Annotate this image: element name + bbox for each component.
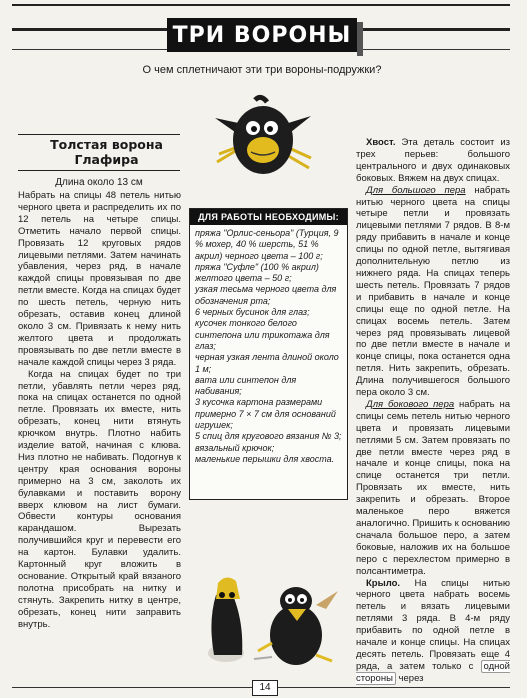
- page-title: ТРИ ВОРОНЫ: [172, 22, 352, 48]
- title-box: [167, 18, 357, 52]
- wing-text-end: через: [398, 672, 424, 684]
- materials-item: пряжа "Суфле" (100 % акрил) желтого цвета – 50 г;: [195, 261, 319, 284]
- crow-illustration-top: [205, 92, 325, 187]
- section-rule-bottom: [18, 170, 180, 171]
- right-column: [356, 137, 510, 685]
- materials-item: 5 спиц для кругового вязания № 3;: [195, 431, 342, 442]
- side-feather-text: набрать на спицы семь петель нитью черного цвета и провязать лицевыми петлями 5 см. Затем провязать по две петли вместе через ряд в начале и конце спицы, пока на спице останется три петли. Провязать их вместе, нить закрепить и обрезать. Второе маленькое перо вяжется аналогично. Пришить к основанию сначала большое перо, а затем боковые, наложив их на большое перо с перехлестом примерно в полсантиметра.: [356, 398, 510, 577]
- materials-list: [190, 225, 347, 465]
- materials-item: маленькие перышки для хвоста.: [195, 453, 335, 464]
- tail-label: Хвост.: [366, 137, 396, 148]
- left-paragraph-1: Набрать на спицы 48 петель нитью черного цвета и распределить их по 12 петель на четыре спицы. Отметить начало первой спицы. Провязать 12 круговых рядов лицевыми петлями. Затем начинать убавления, через ряд, в начале каждой спицы провязывая по две петли вместе. Когда на спицах будет по шесть петель, черную нить обрезать, оставив конец длиной около 3 см. Привязать к нему нить желтого цвета и продолжать провязывать по две петли вместе в начале каждой спицы через 3 ряда.: [18, 190, 181, 368]
- wing-text: На спицы нитью черного цвета набрать восемь петель и вязать лицевыми петлями 3 ряда. В 4-м ряду прибавить по одной петле в начале и конце спицы. На спицах десять петель. Провязать еще 4 ряда, а затем только с: [356, 577, 511, 672]
- tail-text: Эта деталь состоит из трех перьев: большого центрального и двух одинаковых боковых. Вяжем на двух спицах.: [356, 137, 511, 184]
- wing-highlight: одной стороны: [356, 660, 510, 684]
- left-paragraph-2: Когда на спицах будет по три петли, убавлять петли через ряд, пока на спицах останется по одной петле. Провязать их вместе, нить обрезать, конец нити втянуть крючком внутрь. Плотно набить изделие ватой, начиная с клюва. Низ плотно не набивать. Подогнув к центру края основания вороны примерно на 3 см, заколоть их булавками и поставить ворону вверх клювом на лист бумаги. Обвести контуры основания карандашом. Вырезать получившийся круг и перевести его на картон. Булавки удалить. Картонный круг вложить в основание. Открытый край вязаного полотна присобрать на нитку и стянуть. Закрепить нитку в центре, обрезать, конец нити заправить внутрь.: [18, 368, 181, 630]
- size-note: Длина около 13 см: [55, 177, 143, 188]
- big-feather-label: Для большого пера: [366, 184, 466, 196]
- section-title-line2: Глафира: [74, 152, 139, 167]
- section-rule-top: [18, 134, 180, 135]
- left-column: [18, 190, 181, 631]
- crows-photo-bottom: [196, 565, 346, 675]
- materials-item: черная узкая лента длиной около 1 м;: [195, 352, 339, 374]
- header-rule: [12, 4, 510, 6]
- materials-box: [189, 208, 348, 500]
- materials-item: узкая тесьма черного цвета для обозначения рта;: [195, 284, 337, 306]
- wing-label: Крыло.: [366, 577, 401, 589]
- section-title: [34, 137, 179, 167]
- section-title-line1: Толстая ворона: [50, 137, 163, 152]
- materials-item: кусочек тонкого белого синтепона или трикотажа для глаз;: [195, 318, 330, 351]
- materials-item: вязальный крючок;: [195, 442, 275, 453]
- materials-item: 6 черных бусинок для глаз;: [195, 307, 310, 318]
- materials-item: пряжа "Орлис-сеньора" (Турция, 9 % мохер, 40 % шерсть, 51 % акрил) черного цвета – 100 г;: [195, 228, 339, 261]
- title-shadow: [357, 22, 363, 56]
- page-number: 14: [252, 680, 278, 696]
- materials-heading: ДЛЯ РАБОТЫ НЕОБХОДИМЫ:: [190, 209, 347, 225]
- materials-item: 3 кусочка картона размерами примерно 7 × 7 см для оснований игрушек;: [195, 397, 336, 431]
- big-feather-text: набрать нитью черного цвета на спицы четыре петли и провязать лицевыми петлями 7 рядов. В 8-м ряду прибавить в начале и конце спицы по одной петле, вытягивая дополнительную петлю из нижнего ряда. На спицах теперь шесть петель. Провязать 7 рядов и прибавить в начале и конце спицы еще по одной петле. На спицах восемь петель. Затем через ряд провязывать лицевой по две петли вместе в начале и конце спицы, пока останется одна петля. Нить закрепить, обрезать. Длина получившегося большого пера около 3 см.: [356, 184, 511, 399]
- side-feather-label: Для бокового пера: [366, 398, 455, 410]
- materials-item: вата или синтепон для набивания;: [195, 374, 297, 397]
- page-subtitle: О чем сплетничают эти три вороны-подружки?: [142, 64, 382, 76]
